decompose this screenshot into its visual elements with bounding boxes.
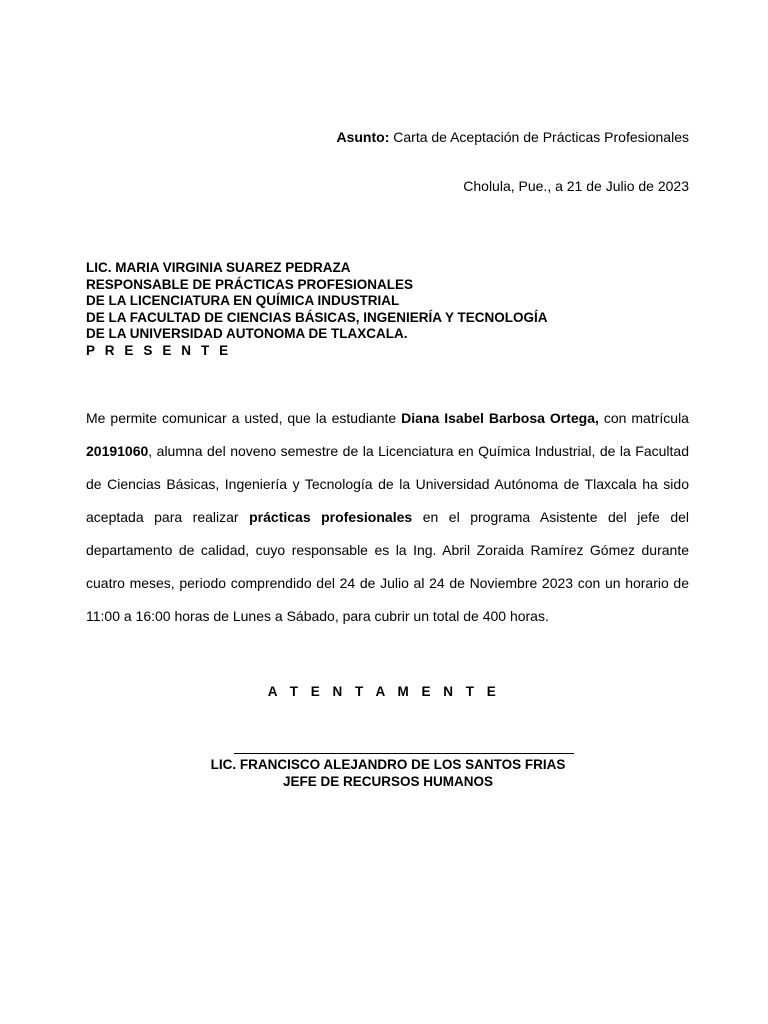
signature-block xyxy=(0,753,768,790)
recipient-name: LIC. MARIA VIRGINIA SUAREZ PEDRAZA xyxy=(86,260,351,275)
body-part-1: Me permite comunicar a usted, que la estudiante xyxy=(86,410,402,426)
subject-label: Asunto: xyxy=(336,129,390,145)
place-date: Cholula, Pue., a 21 de Julio de 2023 xyxy=(463,178,689,194)
student-id: 20191060 xyxy=(86,443,149,459)
signer-title: JEFE DE RECURSOS HUMANOS xyxy=(282,774,494,789)
signer-name: LIC. FRANCISCO ALEJANDRO DE LOS SANTOS FRIAS xyxy=(210,757,566,772)
recipient-block xyxy=(86,260,548,359)
presente-line: P R E S E N T E xyxy=(86,342,232,358)
student-name: Diana Isabel Barbosa Ortega, xyxy=(401,410,599,426)
signature-line xyxy=(234,753,574,754)
letter-body xyxy=(86,402,689,633)
body-part-2: con matrícula xyxy=(598,410,689,426)
body-part-4: en el programa Asistente del jefe del departamento de calidad, cuyo responsable es la Ing. Abril Zoraida Ramírez Gómez durante cuatro meses, periodo comprendido del 24 de Julio al 24 de Noviembre 2023 con un horario de 11:00 a 16:00 horas de Lunes a Sábado, para cubrir un total de 400 horas. xyxy=(86,509,690,624)
recipient-program: DE LA LICENCIATURA EN QUÍMICA INDUSTRIAL xyxy=(86,293,400,308)
subject-line xyxy=(336,129,689,145)
recipient-university: DE LA UNIVERSIDAD AUTONOMA DE TLAXCALA. xyxy=(86,326,408,341)
closing-atentamente: A T E N T A M E N T E xyxy=(267,684,501,699)
body-part-3: , alumna del noveno semestre de la Licenciatura en Química Industrial, de la Facultad de Ciencias Básicas, Ingeniería y Tecnología de la Universidad Autónoma de Tlaxcala ha sido aceptada para realizar xyxy=(86,443,689,525)
subject-text: Carta de Aceptación de Prácticas Profesionales xyxy=(393,129,689,145)
practice-type: prácticas profesionales xyxy=(249,509,413,525)
recipient-faculty: DE LA FACULTAD DE CIENCIAS BÁSICAS, INGENIERÍA Y TECNOLOGÍA xyxy=(86,309,548,325)
recipient-role: RESPONSABLE DE PRÁCTICAS PROFESIONALES xyxy=(86,276,414,292)
